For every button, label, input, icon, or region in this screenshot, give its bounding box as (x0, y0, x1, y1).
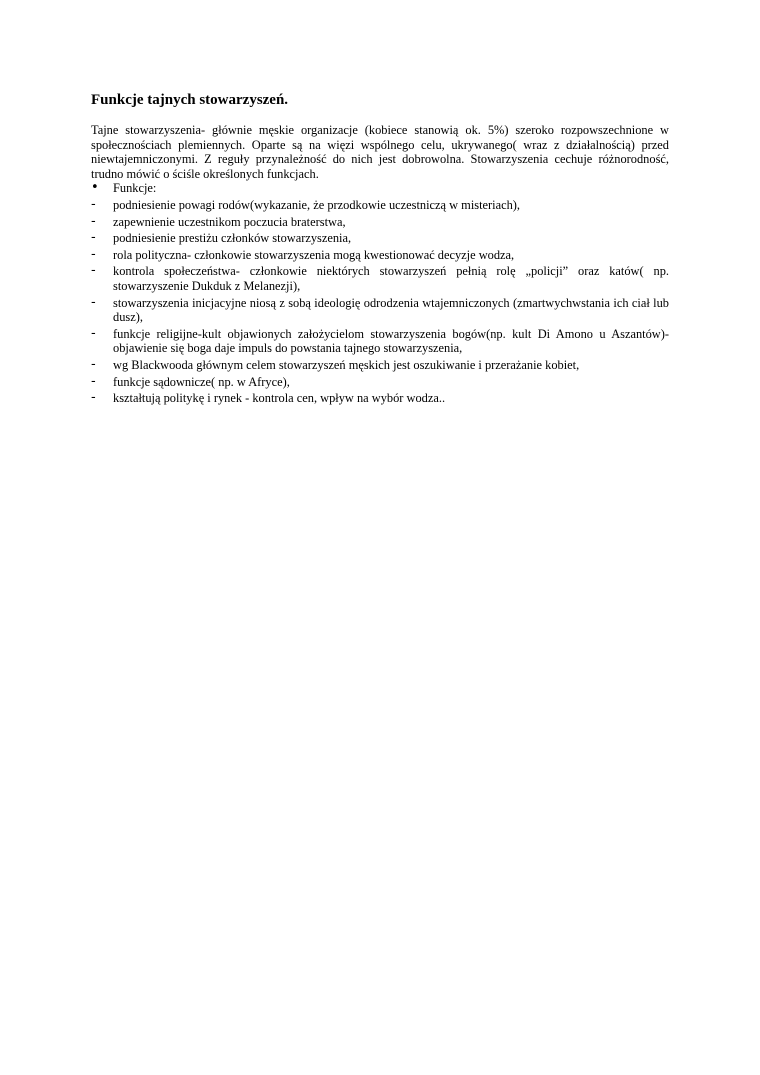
list-item-text: funkcje religijne-kult objawionych założycielom stowarzyszenia bogów(np. kult Di Amono u Aszantów)- objawienie się boga daje impuls do powstania tajnego stowarzyszenia, (113, 326, 669, 356)
list-item-text: podniesienie powagi rodów(wykazanie, że przodkowie uczestniczą w misteriach), (113, 197, 521, 212)
dash-icon: - (91, 356, 96, 372)
list-item-text: zapewnienie uczestnikom poczucia braterstwa, (113, 214, 346, 229)
list-item-text: Funkcje: (113, 181, 157, 196)
dash-icon: - (91, 294, 96, 310)
dash-icon: - (91, 230, 96, 246)
dash-icon: - (91, 213, 96, 229)
list-item-header (91, 181, 669, 196)
list-item (91, 231, 669, 246)
list-item (91, 264, 669, 293)
bullet-icon: • (91, 180, 99, 196)
list-item (91, 375, 669, 390)
list-item-text: podniesienie prestiżu członków stowarzyszenia, (113, 231, 352, 246)
list-item-text: kształtują politykę i rynek - kontrola cen, wpływ na wybór wodza.. (113, 391, 446, 406)
document-title: Funkcje tajnych stowarzyszeń. (91, 92, 289, 108)
dash-icon: - (91, 390, 96, 406)
dash-icon: - (91, 246, 96, 262)
list-item (91, 248, 669, 263)
list-item (91, 391, 669, 406)
list-item (91, 358, 669, 373)
document-page (91, 91, 669, 408)
list-item (91, 296, 669, 325)
list-item-text: funkcje sądownicze( np. w Afryce), (113, 374, 290, 389)
intro-paragraph: Tajne stowarzyszenia- głównie męskie organizacje (kobiece stanowią ok. 5%) szeroko rozpowszechnione w społecznościach plemiennych. Oparte są na więzi wspólnego celu, ukrywanego( wraz z działalnością) przed niewtajemniczonymi. Z reguły przynależność do nich jest dobrowolna. Stowarzyszenia cechuje różnorodność, trudno mówić o ściśle określonych funkcjach. (91, 123, 669, 181)
list-item-text: kontrola społeczeństwa- członkowie niektórych stowarzyszeń pełnią rolę „policji” oraz katów( np. stowarzyszenie Dukduk z Melanezji), (113, 264, 669, 293)
dash-icon: - (91, 196, 96, 212)
list-item (91, 198, 669, 213)
dash-icon: - (91, 325, 96, 341)
dash-icon: - (91, 263, 96, 279)
list-item-text: stowarzyszenia inicjacyjne niosą z sobą ideologię odrodzenia wtajemniczonych (zmartwychwstania ich ciał lub dusz), (113, 295, 669, 325)
list-item (91, 215, 669, 230)
functions-list (91, 181, 669, 405)
list-item (91, 327, 669, 356)
dash-icon: - (91, 373, 96, 389)
list-item-text: wg Blackwooda głównym celem stowarzyszeń męskich jest oszukiwanie i przerażanie kobiet, (113, 357, 580, 372)
list-item-text: rola polityczna- członkowie stowarzyszenia mogą kwestionować decyzje wodza, (113, 247, 515, 262)
